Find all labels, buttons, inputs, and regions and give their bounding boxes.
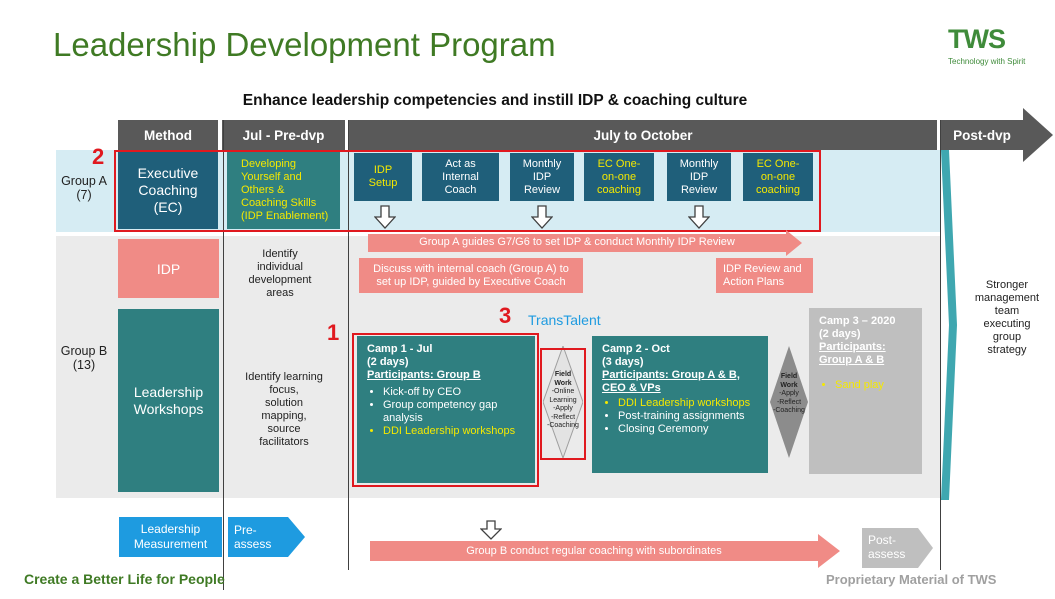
developing-line: Coaching Skills (241, 197, 317, 209)
group-a-name: Group A (61, 174, 107, 188)
step-line: Monthly (522, 157, 562, 170)
camp3-days: (2 days) (819, 328, 861, 340)
logo-brand: TWS (948, 24, 1005, 54)
step-line: Act as (445, 157, 476, 170)
workshops-description (225, 371, 343, 449)
field2-item: -Coaching (773, 407, 805, 414)
measurement-line: Measurement (133, 537, 208, 551)
workshops-desc-line: mapping, (261, 410, 307, 422)
measurement-line: Leadership (140, 522, 201, 536)
group-a-label (56, 174, 112, 202)
post-assess-text (868, 533, 905, 561)
stronger-line: management (974, 292, 1040, 304)
field2-item: -Reflect (776, 398, 802, 406)
highlight-box-3 (540, 348, 586, 460)
idp-description (225, 248, 335, 300)
divider-post (940, 120, 941, 570)
page-title: Leadership Development Program (53, 26, 556, 63)
step-line: coaching (755, 183, 801, 196)
camp-2-box (592, 336, 768, 473)
step-line: IDP (373, 164, 393, 176)
idp-box: IDP (118, 239, 219, 298)
discuss-line: set up IDP, guided by Executive Coach (376, 275, 566, 288)
group-a-count: (7) (76, 188, 92, 202)
step-line: IDP (689, 170, 709, 183)
group-b-name: Group B (60, 344, 108, 358)
group-a-guides-text: Group A guides G7/G6 to set IDP & conduct Monthly IDP Review (419, 236, 735, 248)
marker-3: 3 (499, 303, 512, 328)
field1-item: Learning (549, 396, 577, 404)
camp2-participants: Participants: Group A & B, CEO & VPs (602, 369, 740, 394)
ec-line: Coaching (138, 182, 198, 198)
developing-line: Yourself and (241, 171, 302, 183)
stronger-line: strategy (987, 344, 1027, 356)
camp2-days: (3 days) (602, 356, 644, 368)
camp3-item: • Sand play (835, 379, 912, 392)
stronger-text (962, 279, 1052, 357)
step-line: Monthly (679, 157, 719, 170)
highlight-box-1 (352, 333, 539, 487)
header-jul-pre: Jul - Pre-dvp (222, 120, 345, 150)
workshops-line: Workshops (133, 400, 204, 417)
ec-line: Executive (137, 165, 199, 181)
stronger-line: group (992, 331, 1022, 343)
idp-desc-line: individual (257, 261, 303, 273)
group-b-coaching-text: Group B conduct regular coaching with subordinates (466, 545, 722, 557)
pre-assess-line: assess (234, 537, 272, 551)
step-line: Setup (368, 177, 398, 189)
field1-item: -Reflect (550, 413, 576, 421)
post-dvp-chevron (941, 150, 957, 500)
group-b-label (56, 344, 112, 372)
developing-line: Others & (241, 184, 285, 196)
field2-title: Work (780, 381, 798, 389)
step-line: EC One- (756, 157, 800, 170)
marker-2: 2 (92, 144, 105, 169)
header-method: Method (118, 120, 218, 150)
pre-assess-line: Pre- (234, 523, 257, 537)
workshops-line: Leadership (133, 383, 204, 400)
idp-desc-line: areas (266, 287, 294, 299)
field1-title: Work (554, 379, 572, 387)
header-arrow-head (1023, 108, 1055, 162)
post-assess-line: assess (868, 547, 906, 561)
camp1-item: • Kick-off by CEO (383, 386, 525, 399)
logo-tagline: Technology with Spirit (948, 57, 1026, 66)
stronger-line: executing (983, 318, 1031, 330)
developing-line: Developing (241, 158, 297, 170)
camp2-item: • DDI Leadership workshops (618, 397, 758, 410)
stronger-line: team (994, 305, 1020, 317)
camp2-item: • Closing Ceremony (618, 423, 758, 436)
workshops-desc-line: Identify learning (245, 371, 323, 383)
field2-title: Field (780, 373, 798, 380)
idp-review-line: Action Plans (723, 275, 785, 288)
camp2-item: • Post-training assignments (618, 410, 758, 423)
ec-line: (EC) (153, 199, 183, 215)
discuss-box (359, 258, 583, 293)
camp3-title: Camp 3 – 2020 (819, 315, 896, 327)
idp-desc-line: development (248, 274, 312, 286)
camp1-title: Camp 1 - Jul (367, 343, 433, 355)
leadership-workshops-box (118, 309, 219, 492)
camp-3-box (809, 308, 922, 474)
workshops-desc-line: facilitators (259, 436, 309, 448)
camp1-days: (2 days) (367, 356, 409, 368)
step-line: Review (680, 183, 718, 196)
field1-item: -Online (551, 388, 575, 395)
workshops-desc-line: source (267, 423, 301, 435)
footer-proprietary: Proprietary Material of TWS (826, 572, 997, 587)
camp1-item: • DDI Leadership workshops (383, 425, 525, 438)
field-work-2-text (770, 373, 808, 416)
camp1-item: • Group competency gap analysis (383, 399, 525, 425)
highlight-box-2 (114, 150, 821, 232)
field1-item: -Apply (553, 405, 573, 412)
step-line: Coach (444, 183, 477, 196)
step-line: Review (523, 183, 561, 196)
transtalent-label: TransTalent (528, 312, 601, 328)
pre-assess-text (234, 523, 271, 551)
step-line: EC One- (597, 157, 641, 170)
field1-item: -Coaching (547, 422, 579, 429)
idp-review-line: IDP Review and (723, 262, 802, 275)
idp-desc-line: Identify (262, 248, 298, 260)
workshops-desc-line: focus, (269, 384, 299, 396)
step-line: Internal (442, 170, 479, 183)
marker-1: 1 (327, 320, 340, 345)
step-line: on-one (760, 170, 796, 183)
step-line: on-one (601, 170, 637, 183)
camp3-participants: Participants: Group A & B (819, 341, 886, 366)
developing-line: (IDP Enablement) (241, 210, 329, 222)
header-post: Post-dvp (941, 120, 1023, 150)
field2-item: -Apply (779, 390, 799, 397)
tws-logo (946, 24, 1028, 70)
discuss-line: Discuss with internal coach (Group A) to (373, 262, 569, 275)
leadership-measurement-box (119, 517, 222, 557)
camp1-participants: Participants: Group B (367, 369, 481, 381)
group-b-count: (13) (72, 358, 96, 372)
subtitle: Enhance leadership competencies and instill IDP & coaching culture (242, 92, 748, 109)
camp2-title: Camp 2 - Oct (602, 343, 670, 355)
field1-title: Field (554, 371, 572, 378)
idp-review-box (716, 258, 813, 293)
step-line: coaching (596, 183, 642, 196)
workshops-desc-line: solution (265, 397, 303, 409)
footer-slogan: Create a Better Life for People (24, 571, 225, 587)
step-line: IDP (532, 170, 552, 183)
post-assess-line: Post- (868, 533, 897, 547)
header-jul-oct: July to October (349, 120, 937, 150)
stronger-line: Stronger (985, 279, 1029, 291)
